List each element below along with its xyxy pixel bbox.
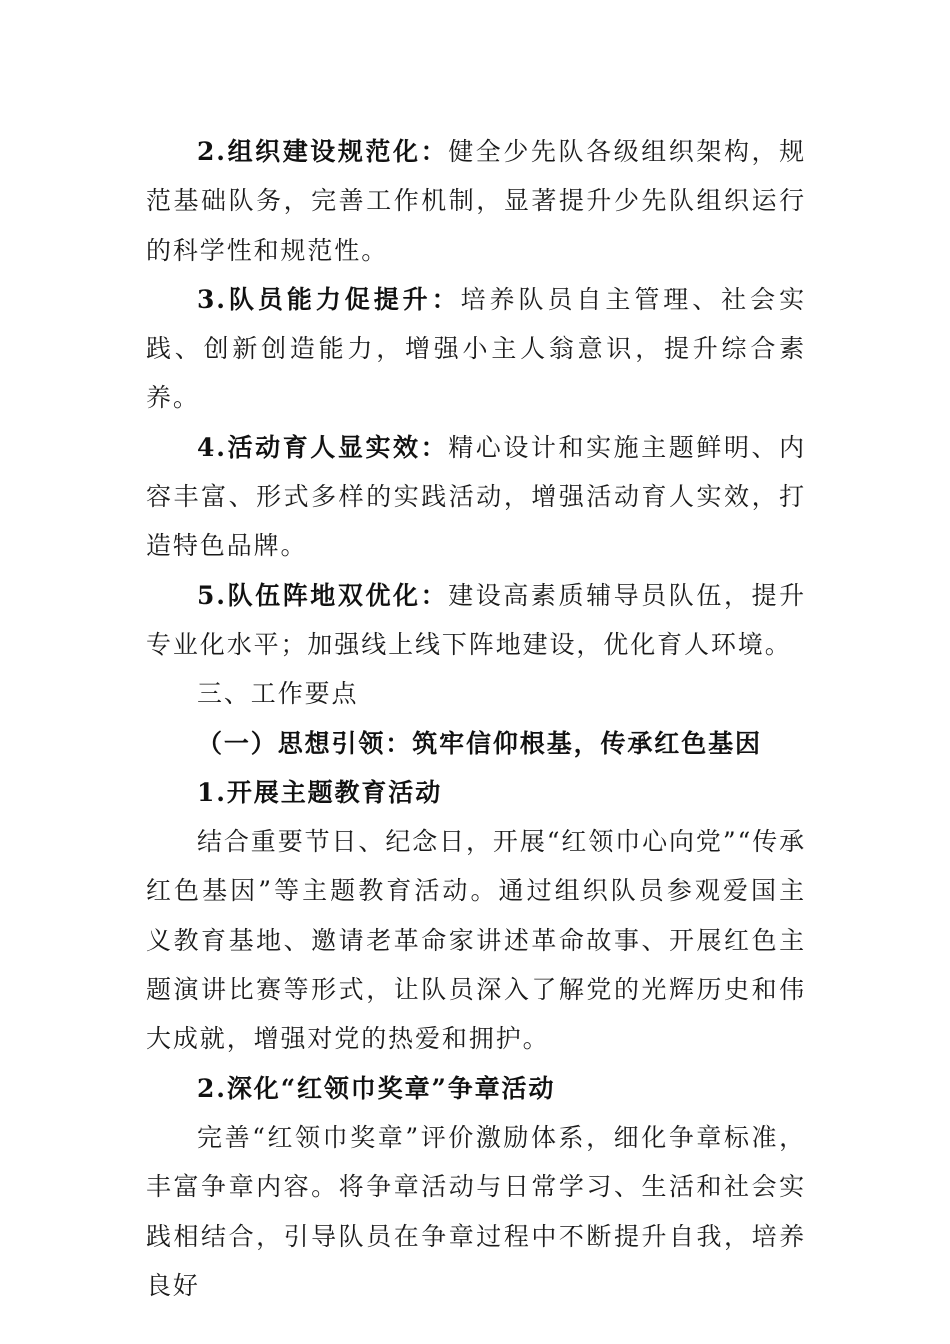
document-page <box>146 127 806 1310</box>
item-1-body: 结合重要节日、纪念日，开展“红领巾心向党”“传承红色基因”等主题教育活动。通过组织队员参观爱国主义教育基地、邀请老革命家讲述革命故事、开展红色主题演讲比赛等形式，让队员深入了解党的光辉历史和伟大成就，增强对党的热爱和拥护。 <box>146 827 806 1054</box>
goal-paragraph-5 <box>146 571 806 670</box>
goal-body: 建设高素质辅导员队伍，提升专业化水平；加强线上线下阵地建设，优化育人环境。 <box>146 580 806 659</box>
item-2-title: 2.深化“红领巾奖章”争章活动 <box>197 1073 556 1103</box>
goal-paragraph-4 <box>146 423 806 571</box>
section-title: 三、工作要点 <box>197 679 359 709</box>
goal-paragraph-2 <box>146 127 806 275</box>
goal-body: 精心设计和实施主题鲜明、内容丰富、形式多样的实践活动，增强活动育人实效，打造特色品牌。 <box>146 432 806 561</box>
goal-body: 健全少先队各级组织架构，规范基础队务，完善工作机制，显著提升少先队组织运行的科学性和规范性。 <box>146 137 806 265</box>
goal-paragraph-3 <box>146 275 806 423</box>
subsection-title: （一）思想引领：筑牢信仰根基，传承红色基因 <box>197 728 762 758</box>
item-2-body: 完善“红领巾奖章”评价激励体系，细化争章标准，丰富争章内容。将争章活动与日常学习、生活和社会实践相结合，引导队员在争章过程中不断提升自我，培养良好 <box>146 1122 806 1300</box>
goal-heading: 4.活动育人显实效： <box>197 432 449 462</box>
item-1-title: 1.开展主题教育活动 <box>197 777 443 807</box>
goal-body: 培养队员自主管理、社会实践、创新创造能力，增强小主人翁意识，提升综合素养。 <box>146 284 806 413</box>
goal-heading: 5.队伍阵地双优化： <box>197 580 449 610</box>
goal-heading: 3.队员能力促提升： <box>197 284 461 314</box>
goal-heading: 2.组织建设规范化： <box>197 137 449 166</box>
